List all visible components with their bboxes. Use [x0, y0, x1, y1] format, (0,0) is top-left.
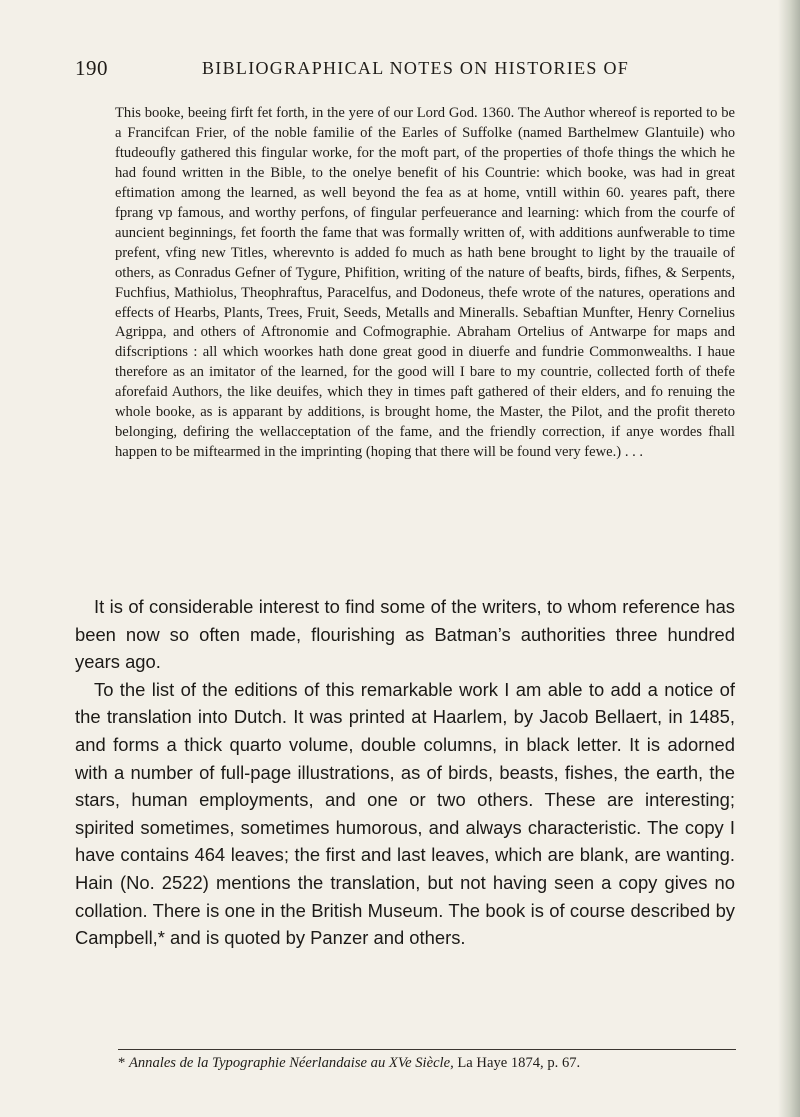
footnote-citation: La Haye 1874, p. 67. [453, 1055, 581, 1071]
page-header [0, 56, 800, 86]
quoted-paragraph: This booke, beeing firft fet forth, in the yere of our Lord God. 1360. The Author whereof is reported to be a Francifcan Frier, of the noble familie of the Earles of Suffolke (named Barthelmew Glantuile) who ftudeoufly gathered this fingular worke, for the moft part, of the properties of thofe things the which he had found written in the Bible, to the onelye benefit of his Countrie: which booke, was had in great eftimation among the learned, as well beyond the fea as at home, vntill within 60. yeares paft, there fprang vp famous, and worthy perfons, of fingular perfeuerance and learning: which from the courfe of auncient beginnings, fet foorth the fame that was formally written of, with additions aunfwerable to time prefent, vfing new Titles, wherevnto is added fo much as hath bene brought to light by the trauaile of others, as Conradus Gefner of Tygure, Phifition, writing of the nature of beafts, birds, fifhes, & Serpents, Fuchfius, Mathiolus, Theophraftus, Paracelfus, and Dodoneus, thefe wrote of the natures, operations and effects of Hearbs, Plants, Trees, Fruit, Seeds, Metalls and Mineralls. Sebaftian Munfter, Henry Cornelius Agrippa, and others of Aftronomie and Cofmographie. Abraham Ortelius of Antwarpe for maps and difscriptions : all which woorkes hath done great good in diuerfe and fundrie Commonwealths. I haue therefore as an imitator of the learned, for the good will I bare to my countrie, collected forth of thefe aforefaid Authors, the like deuifes, which they in times paft gathered of their elders, and fo renuing the whole booke, as is apparant by additions, is brought home, the Master, the Pilot, and the profit thereto belonging, defiring the wellacceptation of the fame, and the friendly correction, if anye wordes fhall happen to be miftearmed in the imprinting (hoping that there will be found very fewe.) . . . [115, 105, 735, 461]
page-edge-shadow [778, 0, 800, 1117]
body-paragraph-1: It is of considerable interest to find some of the writers, to whom reference has been now so often made, flourishing as Batman’s authorities three hundred years ago. [75, 596, 735, 673]
quoted-passage [115, 104, 735, 463]
running-head: BIBLIOGRAPHICAL NOTES ON HISTORIES OF [202, 58, 630, 78]
footnote [118, 1054, 738, 1072]
footnote-rule [118, 1049, 736, 1050]
body-paragraph-2: To the list of the editions of this remarkable work I am able to add a notice of the translation into Dutch. It was printed at Haarlem, by Jacob Bellaert, in 1485, and forms a thick quarto volume, double columns, in black letter. It is adorned with a number of full-page illustrations, as of birds, beasts, fishes, the earth, the stars, human employments, and one or two others. These are interesting; spirited sometimes, sometimes humorous, and always characteristic. The copy I have contains 464 leaves; the first and last leaves, which are blank, are wanting. Hain (No. 2522) mentions the translation, but not having seen a copy gives no collation. There is one in the British Museum. The book is of course described by Campbell,* and is quoted by Panzer and others. [75, 678, 735, 949]
page-number: 190 [75, 56, 108, 80]
body-text [75, 593, 735, 952]
footnote-title: Annales de la Typographie Néerlandaise au XVe Siècle, [128, 1055, 454, 1071]
footnote-marker: * [118, 1055, 129, 1071]
